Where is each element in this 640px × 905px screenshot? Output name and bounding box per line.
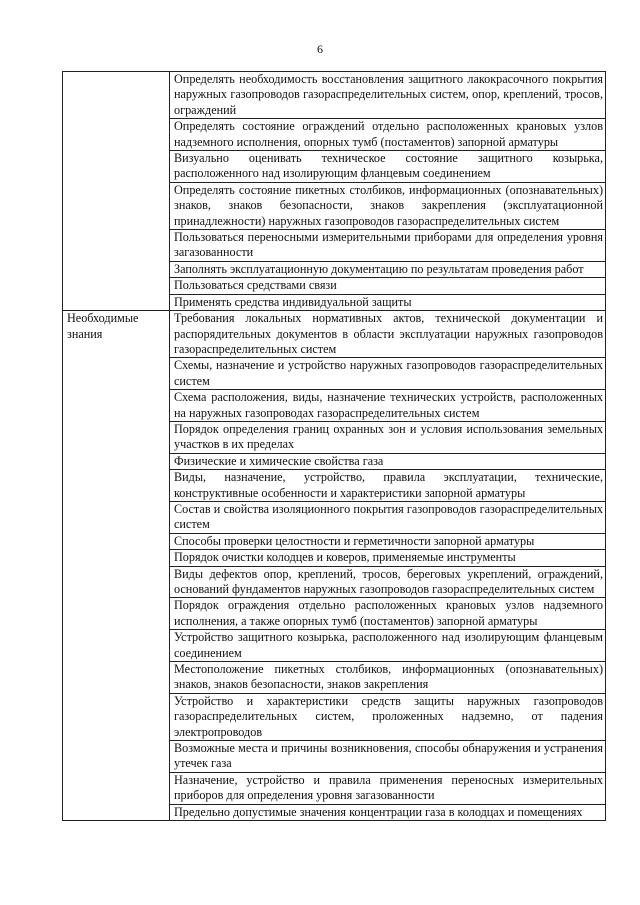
- knowledge-item: Предельно допустимые значения концентрации газа в колодцах и помещениях: [170, 804, 606, 820]
- knowledge-item: Требования локальных нормативных актов, технической документации и распорядительных документов в области эксплуатации наружных газопроводов газораспределительных систем: [170, 311, 606, 358]
- skills-section-label: [63, 72, 170, 311]
- skills-row: [63, 72, 606, 119]
- knowledge-item: Физические и химические свойства газа: [170, 453, 606, 469]
- knowledge-item: Виды, назначение, устройство, правила эксплуатации, технические, конструктивные особенности и характеристики запорной арматуры: [170, 470, 606, 502]
- skills-item: Пользоваться переносными измерительными приборами для определения уровня загазованности: [170, 230, 606, 262]
- knowledge-item: Порядок определения границ охранных зон и условия использования земельных участков в их пределах: [170, 421, 606, 453]
- knowledge-item: Виды дефектов опор, креплений, тросов, береговых укреплений, ограждений, оснований фундаментов наружных газопроводов газораспределительных систем: [170, 566, 606, 598]
- skills-item: Визуально оценивать техническое состояние защитного козырька, расположенного над изолирующим фланцевым соединением: [170, 151, 606, 183]
- skills-item: Заполнять эксплуатационную документацию по результатам проведения работ: [170, 261, 606, 277]
- knowledge-row: [63, 311, 606, 358]
- skills-item: Определять необходимость восстановления защитного лакокрасочного покрытия наружных газопроводов газораспределительных систем, опор, креплений, тросов, ограждений: [170, 72, 606, 119]
- knowledge-item: Назначение, устройство и правила применения переносных измерительных приборов для определения уровня загазованности: [170, 772, 606, 804]
- knowledge-item: Устройство защитного козырька, расположенного над изолирующим фланцевым соединением: [170, 630, 606, 662]
- knowledge-item: Местоположение пикетных столбиков, информационных (опознавательных) знаков, знаков безопасности, знаков закрепления: [170, 662, 606, 694]
- knowledge-item: Порядок ограждения отдельно расположенных крановых узлов надземного исполнения, а также опорных тумб (постаментов) запорной арматуры: [170, 598, 606, 630]
- knowledge-item: Возможные места и причины возникновения, способы обнаружения и устранения утечек газа: [170, 741, 606, 773]
- knowledge-item: Схема расположения, виды, назначение технических устройств, расположенных на наружных газопроводах газораспределительных систем: [170, 390, 606, 422]
- skills-item: Применять средства индивидуальной защиты: [170, 294, 606, 310]
- knowledge-item: Способы проверки целостности и герметичности запорной арматуры: [170, 533, 606, 549]
- skills-item: Пользоваться средствами связи: [170, 278, 606, 294]
- requirements-table: [62, 71, 606, 821]
- knowledge-section-label: Необходимые знания: [63, 311, 170, 821]
- knowledge-item: Состав и свойства изоляционного покрытия газопроводов газораспределительных систем: [170, 501, 606, 533]
- knowledge-item: Устройство и характеристики средств защиты наружных газопроводов газораспределительных систем, проложенных надземно, от падения электропроводов: [170, 693, 606, 740]
- requirements-table-body: [63, 72, 606, 821]
- skills-item: Определять состояние ограждений отдельно расположенных крановых узлов надземного исполнения, опорных тумб (постаментов) запорной арматуры: [170, 119, 606, 151]
- knowledge-item: Схемы, назначение и устройство наружных газопроводов газораспределительных систем: [170, 358, 606, 390]
- page-number: 6: [317, 42, 323, 56]
- knowledge-item: Порядок очистки колодцев и коверов, применяемые инструменты: [170, 550, 606, 566]
- skills-item: Определять состояние пикетных столбиков, информационных (опознавательных) знаков, знаков безопасности, знаков закрепления (эксплуатационной принадлежности) наружных газопроводов газораспределительных систем: [170, 182, 606, 229]
